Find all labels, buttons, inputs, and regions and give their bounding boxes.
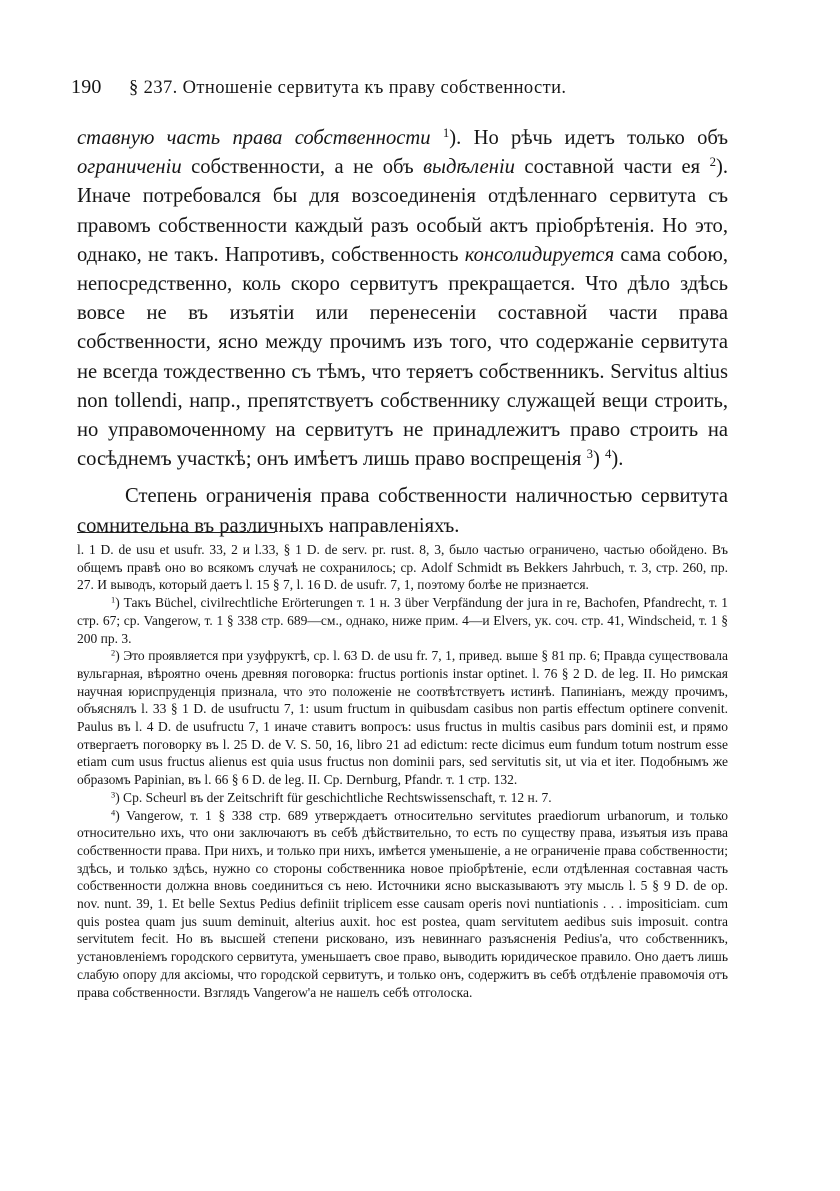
page-number: 190	[71, 76, 102, 98]
emphasis-text: ставную часть права собственности	[77, 127, 431, 149]
footnote-text: ) Это проявляется при узуфруктѣ, ср. l. 63 D. de usu fr. 7, 1, привед. выше § 81 пр. 6; Правда существовала вульгарная, вѣроятно очень древняя поговорка: fructus portionis instar optinet. l. 76 § 2 D. de leg. II. Но римская научная юриспруденція признала, что это положеніе не соотвѣтствуетъ истинѣ. Папиніанъ, между прочимъ, объяснялъ l. 33 § 1 D. de usufructu 7, 1: usum fructum in quibusdam casibus non partis effectum optinere convenit. Paulus въ l. 4 D. de usufructu 7, 1 иначе ставитъ вопросъ: usus fructus in multis casibus pars dominii est, и прямо отвергаетъ поговорку въ l. 25 D. de V. S. 50, 16, libro 21 ad edictum: recte dicimus eum fundum totum nostrum esse etiam cum usus fructus alienus est quia usus fructus non dominii pars, sed servitutis sit, ut via et iter. Подобнымъ же образомъ Papinian, въ l. 66 § 6 D. de leg. II. Ср. Dernburg, Pfandr. т. 1 стр. 132.	[77, 648, 728, 788]
paragraph-text: )	[592, 448, 605, 471]
footnote-text: ) Vangerow, т. 1 § 338 стр. 689 утверждаетъ относительно servitutes praediorum urbanorum, и только относительно ихъ, что они заключаютъ въ себѣ дѣйствительно, то есть по существу права, изъятыя изъ права собственности права. При нихъ, и только при нихъ, имѣется уменьшеніе, а не ограниченіе права собственности; здѣсь, и только здѣсь, нужно со стороны собственника новое пріобрѣтеніе, если отдѣленная составная часть собственности должна вновь соединиться съ нею. Источники ясно высказываютъ эту мысль l. 5 § 9 D. de op. nov. nunt. 39, 1. Et belle Sextus Pedius definiit triplicem esse causam operis novi nuntiationis . . . impositiciam. cum quis postea quam jus suum deminuit, alterius auxit. hoc est postea, quam servitutem aedibus suis imposuit. contra servitutem fecit. Но въ высшей степени рисковано, изъ невиннаго разъясненія Pedius'а, что собственникъ, установленіемъ городского сервитута, уменьшаетъ свое право, выводить юридическое правило. Оно даетъ лишь слабую опору для аксіомы, что городской сервитутъ, и только онъ, содержитъ въ себѣ отдѣленіе правомочія отъ права собственности. Взглядъ Vangerow'а не нашелъ себѣ отголоска.	[77, 807, 728, 1000]
footnote-1	[77, 594, 728, 647]
footnote-ref-1: 1	[442, 125, 450, 140]
footnote-ref-4: 4	[604, 447, 612, 462]
footnote-number: 2	[111, 648, 116, 658]
footnote-ref-2: 2	[709, 155, 716, 170]
paragraph-text: ). Но рѣчь идетъ только объ	[449, 127, 729, 149]
paragraph-2: Степень ограниченія права собственности наличностью сервитута сомнительна въ различныхъ направленіяхъ.	[77, 485, 728, 537]
paragraph-text: сама собою, непосредственно, коль скоро сервитутъ прекращается. Что дѣло здѣсь вовсе не въ изъятіи или перенесеніи составной части права собственности, ясно между прочимъ изъ того, что содержаніе сервитута не всегда тождественно съ тѣмъ, что теряетъ собственникъ. Servitus altius non tollendi, напр., препятствуетъ собственнику служащей вещи строить, но управомоченному на сервитутъ не принадлежитъ право строить на сосѣднемъ участкѣ; онъ имѣетъ лишь право воспрещенія	[77, 243, 729, 471]
main-text	[77, 124, 728, 541]
footnotes	[77, 541, 728, 1001]
running-title: § 237. Отношеніе сервитута къ праву собственности.	[129, 78, 567, 98]
running-header	[71, 76, 733, 99]
emphasis-text: выдѣленіи	[423, 156, 515, 179]
footnote-3	[77, 789, 728, 807]
emphasis-text: ограниченіи	[77, 156, 182, 179]
paragraph-text: составной части ея	[514, 156, 710, 179]
footnote-4	[77, 807, 728, 1002]
paragraph-text: собственности, а не объ	[181, 156, 424, 179]
footnote-text: ) Ср. Scheurl въ der Zeitschrift für geschichtliche Rechtswissenschaft, т. 12 н. 7.	[115, 789, 552, 805]
paragraph-1	[77, 124, 728, 474]
footnote-number: 1	[111, 595, 116, 605]
footnote-continuation: l. 1 D. de usu et usufr. 33, 2 и l.33, § 1 D. de serv. pr. rust. 8, 3, было частью ограничено, частью обойдено. Въ общемъ правѣ оно во всякомъ случаѣ не сохранилось; ср. Adolf Schmidt въ Bekkers Jahrbuch, т. 3, стр. 260, пр. 27. И выводъ, который даетъ l. 15 § 7, l. 16 D. de usufr. 7, 1, поэтому болѣе не признается.	[77, 542, 728, 593]
footnote-ref-3: 3	[586, 447, 593, 462]
footnote-number: 4	[111, 807, 116, 817]
paragraph-text: ). Иначе потребовался бы для возсоединенія отдѣленнаго сервитута съ правомъ собственности каждый разъ особый актъ пріобрѣтенія. Но это, однако, не такъ. Напротивъ, собственность	[77, 156, 728, 266]
footnote-2	[77, 647, 728, 789]
emphasis-text: консолидируется	[464, 243, 615, 266]
footnote-number: 3	[111, 790, 116, 800]
footnote-text: ) Такъ Büchel, civilrechtliche Erörterungen т. 1 н. 3 über Verpfändung der jura in re, Bachofen, Pfandrecht, т. 1 стр. 67; ср. Vangerow, т. 1 § 338 стр. 689—см., однако, ниже прим. 4—и Elvers, ук. соч. стр. 41, Windscheid, т. 1 § 200 пр. 3.	[77, 595, 728, 646]
paragraph-text: ).	[611, 448, 624, 471]
footnote-divider	[77, 532, 275, 533]
